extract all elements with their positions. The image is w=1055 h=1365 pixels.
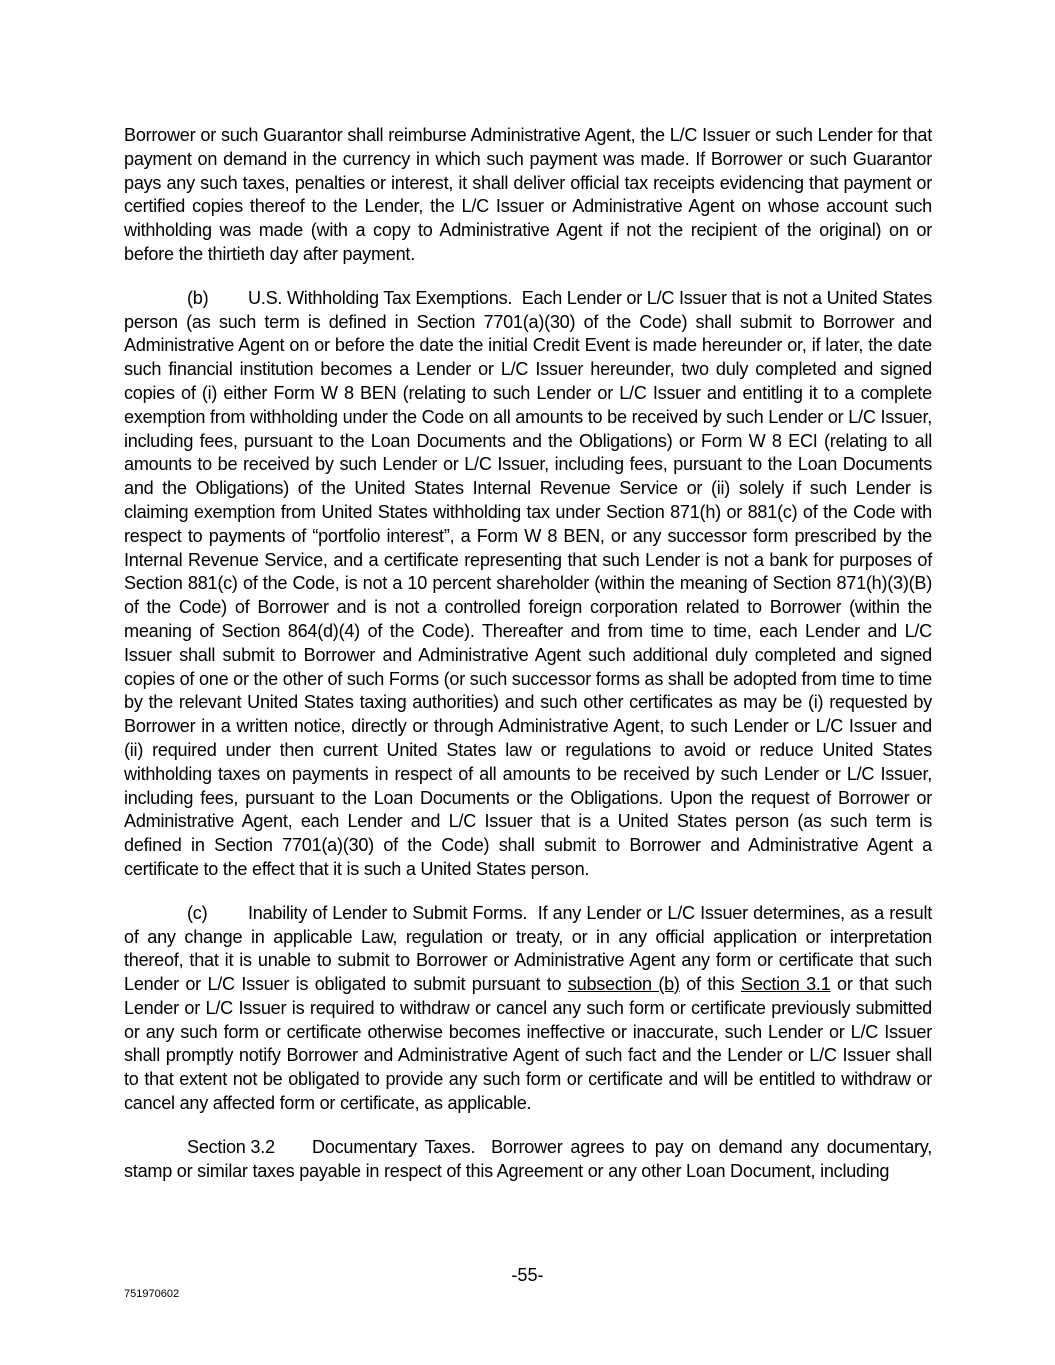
paragraph-text: Borrower or such Guarantor shall reimburse Administrative Agent, the L/C Issuer or such Lender for that payment on demand in the currency in which such payment was made. If Borrower or such Guarantor pays any such taxes, penalties or interest, it shall deliver official tax receipts evidencing that payment or certified copies thereof to the Lender, the L/C Issuer or Administrative Agent on whose account such withholding was made (with a copy to Administrative Agent if not the recipient of the original) on or before the thirtieth day after payment. (124, 125, 932, 264)
paragraph-heading: U.S. Withholding Tax Exemptions. (248, 287, 513, 308)
paragraph-text: If any Lender or L/C Issuer determines, as a result of any change in applicable Law, regulation or treaty, or in any official application or interpretation thereof, that it is unable to submit to Borrower or Administrative Agent any form or certificate that such Lender or L/C Issuer is obligated to submit pursuant to (124, 902, 932, 995)
section-reference: Section 3.1 (741, 974, 831, 995)
document-id: 751970602 (124, 1288, 180, 1300)
paragraph-c (124, 902, 932, 1116)
paragraph-label: (c) (187, 902, 208, 923)
subsection-reference: subsection (b) (567, 974, 680, 995)
paragraph-text: Borrower agrees to pay on demand any documentary, stamp or similar taxes payable in respect of this Agreement or any other Loan Document, including (124, 1136, 933, 1181)
paragraph-a-continuation (124, 124, 932, 267)
section-3-2 (124, 1136, 932, 1184)
section-label: Section 3.2 (187, 1136, 275, 1157)
paragraph-b (124, 287, 932, 882)
section-heading: Documentary Taxes. (312, 1136, 476, 1157)
paragraph-text: of this (686, 974, 735, 995)
document-body (124, 124, 932, 1203)
paragraph-heading: Inability of Lender to Submit Forms. (248, 902, 528, 923)
paragraph-text: Each Lender or L/C Issuer that is not a United States person (as such term is defined in Section 7701(a)(30) of the Code) shall submit to Borrower and Administrative Agent on or before the date the initial Credit Event is made hereunder or, if later, the date such financial institution becomes a Lender or L/C Issuer hereunder, two duly completed and signed copies of (i) either Form W 8 BEN (relating to such Lender or L/C Issuer and entitling it to a complete exemption from withholding under the Code on all amounts to be received by such Lender or L/C Issuer, including fees, pursuant to the Loan Documents and the Obligations) or Form W 8 ECI (relating to all amounts to be received by such Lender or L/C Issuer, including fees, pursuant to the Loan Documents and the Obligations) of the United States Internal Revenue Service or (ii) solely if such Lender is claiming exemption from United States withholding tax under Section 871(h) or 881(c) of the Code with respect to payments of “portfolio interest”, a Form W 8 BEN, or any successor form prescribed by the Internal Revenue Service, and a certificate representing that such Lender is not a bank for purposes of Section 881(c) of the Code, is not a 10 percent shareholder (within the meaning of Section 871(h)(3)(B) of the Code) of Borrower and is not a controlled foreign corporation related to Borrower (within the meaning of Section 864(d)(4) of the Code). Thereafter and from time to time, each Lender and L/C Issuer shall submit to Borrower and Administrative Agent such additional duly completed and signed copies of one or the other of such Forms (or such successor forms as shall be adopted from time to time by the relevant United States taxing authorities) and such other certificates as may be (i) requested by Borrower in a written notice, directly or through Administrative Agent, to such Lender or L/C Issuer and (ii) required under then current United States law or regulations to avoid or reduce United States withholding taxes on payments in respect of all amounts to be received by such Lender or L/C Issuer, including fees, pursuant to the Loan Documents or the Obligations. Upon the request of Borrower or Administrative Agent, each Lender and L/C Issuer that is a United States person (as such term is defined in Section 7701(a)(30) of the Code) shall submit to Borrower and Administrative Agent a certificate to the effect that it is such a United States person. (124, 287, 932, 879)
paragraph-label: (b) (187, 287, 209, 308)
page-number: -55- (511, 1265, 544, 1285)
paragraph-text: or that such Lender or L/C Issuer is required to withdraw or cancel any such form or certificate previously submitted or any such form or certificate otherwise becomes ineffective or inaccurate, such Lender or L/C Issuer shall promptly notify Borrower and Administrative Agent of such fact and the Lender or L/C Issuer shall to that extent not be obligated to provide any such form or certificate and will be entitled to withdraw or cancel any affected form or certificate, as applicable. (124, 974, 933, 1114)
